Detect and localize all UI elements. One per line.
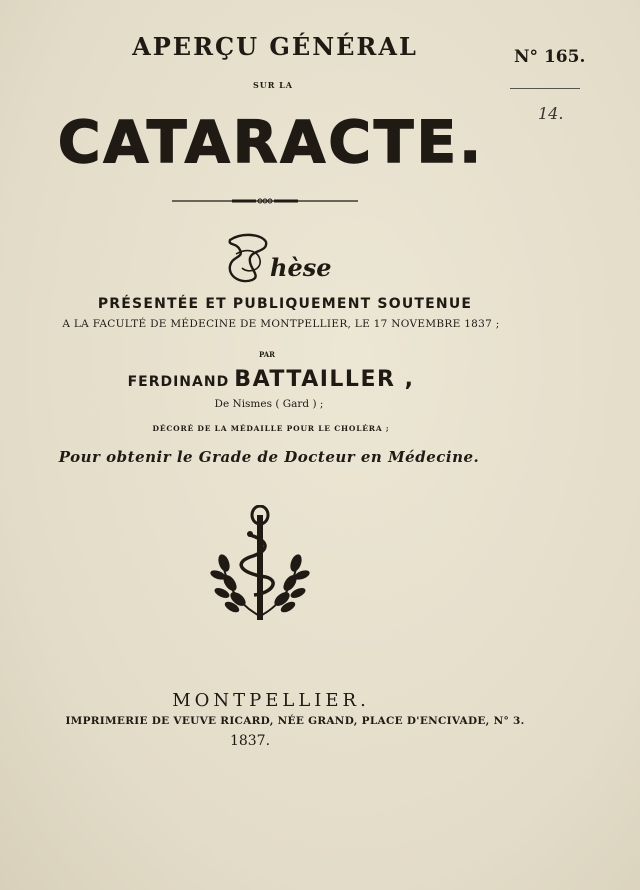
- author-origin: De Nismes ( Gard ) ;: [214, 398, 324, 410]
- par-label: PAR: [258, 350, 275, 359]
- publication-year: 1837.: [229, 733, 271, 749]
- handwritten-note: 14.: [538, 104, 564, 123]
- ornamental-divider: [172, 198, 358, 204]
- number-rule: [510, 88, 580, 89]
- author-first-name: FERDINAND: [127, 374, 230, 390]
- title-line-1: APERÇU GÉNÉRAL: [132, 32, 418, 61]
- svg-text:hèse: hèse: [270, 253, 332, 282]
- degree-line: Pour obtenir le Grade de Docteur en Médecine.: [58, 448, 480, 466]
- printer-line: IMPRIMERIE DE VEUVE RICARD, NÉE GRAND, PLACE D'ENCIVADE, N° 3.: [65, 715, 525, 727]
- title-sur: SUR LA: [252, 80, 294, 90]
- author-decoration: DÉCORÉ DE LA MÉDAILLE POUR LE CHOLÉRA ;: [152, 424, 390, 433]
- faculte-line: A LA FACULTÉ DE MÉDECINE DE MONTPELLIER, LE 17 NOVEMBRE 1837 ;: [62, 318, 500, 330]
- document-number: N° 165.: [514, 47, 586, 67]
- caduceus-laurel-emblem: [210, 505, 310, 625]
- author-last-name: BATTAILLER ,: [234, 367, 415, 392]
- presentee-line: PRÉSENTÉE ET PUBLIQUEMENT SOUTENUE: [97, 296, 473, 312]
- author-line: [6, 367, 536, 392]
- these-gothic-heading: [222, 232, 332, 284]
- city-name: MONTPELLIER.: [172, 690, 370, 711]
- title-main: CATARACTE.: [57, 108, 485, 176]
